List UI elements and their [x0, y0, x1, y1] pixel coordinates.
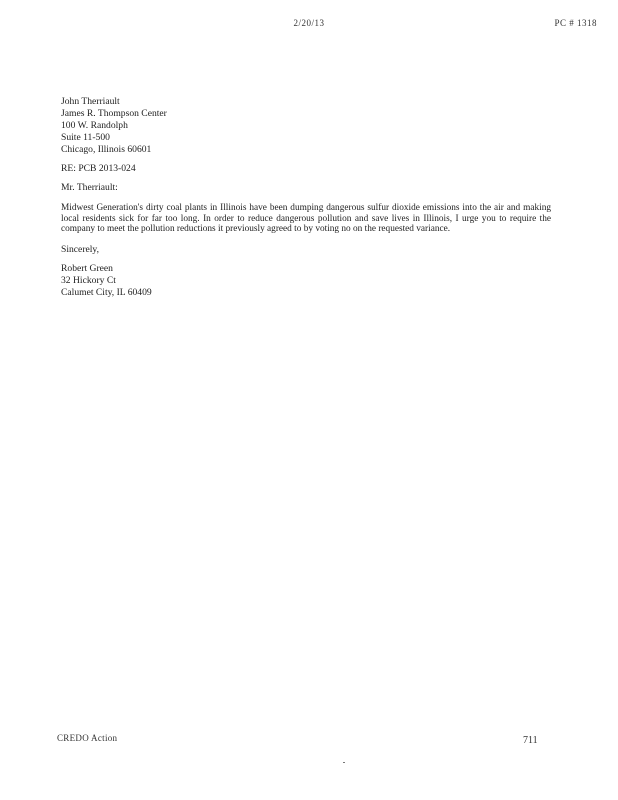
reference-line: RE: PCB 2013-024	[61, 163, 136, 174]
recipient-street: 100 W. Randolph	[61, 120, 128, 131]
footer-page-number: 711	[523, 735, 538, 746]
recipient-city: Chicago, Illinois 60601	[61, 144, 152, 155]
recipient-building: James R. Thompson Center	[61, 108, 167, 119]
recipient-suite: Suite 11-500	[61, 132, 110, 143]
recipient-name: John Therriault	[61, 96, 120, 107]
closing: Sincerely,	[61, 243, 100, 255]
scan-mark	[343, 762, 345, 763]
sender-street: 32 Hickory Ct	[61, 274, 116, 286]
letter-paragraph: Midwest Generation's dirty coal plants in Illinois have been dumping dangerous sulfur dioxide emissions into the air and making local residents sick for far too long. In order to reduce dangerous pollution and save lives in Illinois, I urge you to require the company to meet the pollution reductions it previously agreed to by voting no on the requested variance.	[61, 203, 551, 234]
letter-body	[61, 96, 551, 299]
sender-city: Calumet City, IL 60409	[61, 286, 152, 298]
header-date: 2/20/13	[293, 18, 325, 28]
salutation: Mr. Therriault:	[61, 182, 118, 193]
sender-name: Robert Green	[61, 262, 113, 274]
recipient-address	[61, 96, 551, 156]
header-document-code: PC # 1318	[554, 18, 597, 28]
signature-block	[61, 263, 551, 299]
footer-organization: CREDO Action	[57, 733, 118, 743]
